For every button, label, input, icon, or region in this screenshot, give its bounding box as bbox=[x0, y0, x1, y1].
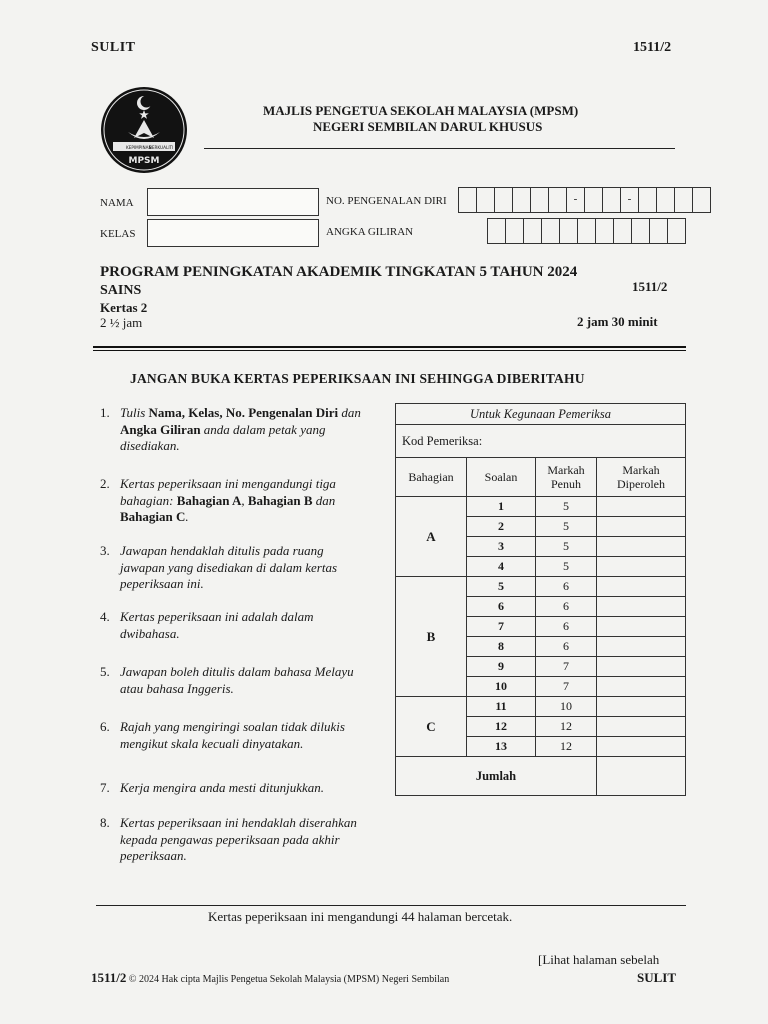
organization-line1: MAJLIS PENGETUA SEKOLAH MALAYSIA (MPSM) bbox=[263, 103, 579, 118]
marks-obtained-cell[interactable] bbox=[597, 557, 686, 577]
question-number: 4 bbox=[467, 557, 536, 577]
full-marks: 5 bbox=[536, 497, 597, 517]
ic-cell[interactable]: - bbox=[567, 188, 585, 212]
marks-obtained-cell[interactable] bbox=[597, 677, 686, 697]
full-marks: 5 bbox=[536, 557, 597, 577]
header-classification: SULIT bbox=[91, 40, 136, 55]
marks-obtained-cell[interactable] bbox=[597, 657, 686, 677]
angka-giliran-label: ANGKA GILIRAN bbox=[326, 226, 414, 238]
instruction-number: 4. bbox=[100, 609, 110, 624]
instruction-text: Rajah yang mengiringi soalan tidak dilukis mengikut skala kecuali dinyatakan. bbox=[120, 719, 345, 751]
ic-cell[interactable] bbox=[531, 188, 549, 212]
ic-cell[interactable] bbox=[585, 188, 603, 212]
instruction-number: 3. bbox=[100, 543, 110, 558]
total-marks-cell[interactable] bbox=[597, 757, 686, 796]
ic-cell[interactable] bbox=[477, 188, 495, 212]
instruction-text: Kerja mengira anda mesti ditunjukkan. bbox=[120, 780, 325, 795]
section-name: C bbox=[396, 697, 467, 757]
instruction-text: Jawapan hendaklah ditulis pada ruang jawapan yang disediakan di dalam kertas peperiksaan ini. bbox=[120, 543, 338, 591]
organization-line2: NEGERI SEMBILAN DARUL KHUSUS bbox=[313, 119, 543, 134]
angka-cell[interactable] bbox=[596, 219, 614, 243]
instruction-text: Kertas peperiksaan ini adalah dalam dwibahasa. bbox=[120, 609, 314, 641]
question-number: 2 bbox=[467, 517, 536, 537]
paper-code: 1511/2 bbox=[632, 279, 668, 294]
program-title: PROGRAM PENINGKATAN AKADEMIK TINGKATAN 5 TAHUN 2024 bbox=[100, 264, 578, 280]
angka-cell[interactable] bbox=[488, 219, 506, 243]
divider-thick bbox=[93, 346, 686, 348]
angka-cell[interactable] bbox=[524, 219, 542, 243]
question-number: 10 bbox=[467, 677, 536, 697]
instruction-text: Tulis Nama, Kelas, No. Pengenalan Diri dan Angka Giliran anda dalam petak yang disediakan. bbox=[120, 405, 361, 453]
marks-obtained-cell[interactable] bbox=[597, 517, 686, 537]
logo-ribbon-right: BERKUALITI bbox=[149, 145, 174, 150]
marks-obtained-cell[interactable] bbox=[597, 617, 686, 637]
instruction-number: 8. bbox=[100, 815, 110, 830]
nama-field[interactable] bbox=[147, 188, 319, 216]
ic-cell[interactable] bbox=[513, 188, 531, 212]
full-marks: 6 bbox=[536, 637, 597, 657]
full-marks: 6 bbox=[536, 577, 597, 597]
full-marks: 7 bbox=[536, 657, 597, 677]
question-number: 1 bbox=[467, 497, 536, 517]
instruction-number: 6. bbox=[100, 719, 110, 734]
footer-divider bbox=[96, 905, 686, 906]
marks-obtained-cell[interactable] bbox=[597, 597, 686, 617]
question-number: 8 bbox=[467, 637, 536, 657]
question-number: 6 bbox=[467, 597, 536, 617]
full-marks: 12 bbox=[536, 737, 597, 757]
divider bbox=[204, 148, 675, 149]
instruction-text: Jawapan boleh ditulis dalam bahasa Melayu atau bahasa Inggeris. bbox=[120, 664, 354, 696]
marks-obtained-cell[interactable] bbox=[597, 697, 686, 717]
marks-obtained-cell[interactable] bbox=[597, 637, 686, 657]
header-bahagian: Bahagian bbox=[396, 458, 467, 497]
ic-cell[interactable] bbox=[639, 188, 657, 212]
marks-obtained-cell[interactable] bbox=[597, 737, 686, 757]
header-markah-penuh: Markah Penuh bbox=[536, 458, 597, 497]
question-number: 5 bbox=[467, 577, 536, 597]
instruction-number: 7. bbox=[100, 780, 110, 795]
ic-cell[interactable] bbox=[693, 188, 710, 212]
nama-label: NAMA bbox=[100, 197, 134, 209]
ic-cell[interactable] bbox=[657, 188, 675, 212]
footer-code: 1511/2 bbox=[91, 970, 127, 985]
marks-obtained-cell[interactable] bbox=[597, 577, 686, 597]
marks-obtained-cell[interactable] bbox=[597, 537, 686, 557]
kelas-label: KELAS bbox=[100, 228, 136, 240]
full-marks: 12 bbox=[536, 717, 597, 737]
duration-short: 2 ½ jam bbox=[100, 315, 143, 330]
instruction-number: 1. bbox=[100, 405, 110, 420]
marks-obtained-cell[interactable] bbox=[597, 717, 686, 737]
angka-cell[interactable] bbox=[668, 219, 685, 243]
ic-number-field[interactable] bbox=[458, 187, 711, 213]
full-marks: 6 bbox=[536, 617, 597, 637]
copyright-text: © 2024 Hak cipta Majlis Pengetua Sekolah Malaysia (MPSM) Negeri Sembilan bbox=[128, 974, 450, 985]
question-number: 9 bbox=[467, 657, 536, 677]
next-page-note: [Lihat halaman sebelah bbox=[538, 952, 660, 967]
subject: SAINS bbox=[100, 283, 142, 298]
angka-cell[interactable] bbox=[650, 219, 668, 243]
instruction-text: Kertas peperiksaan ini hendaklah diserahkan kepada pengawas peperiksaan pada akhir peperiksaan. bbox=[120, 815, 357, 863]
full-marks: 7 bbox=[536, 677, 597, 697]
ic-cell[interactable] bbox=[495, 188, 513, 212]
table-row bbox=[396, 577, 686, 597]
footer-classification: SULIT bbox=[637, 970, 677, 985]
full-marks: 5 bbox=[536, 537, 597, 557]
kelas-field[interactable] bbox=[147, 219, 319, 247]
logo-text: MPSM bbox=[128, 156, 160, 166]
header-paper-code: 1511/2 bbox=[633, 40, 672, 55]
section-name: A bbox=[396, 497, 467, 577]
question-number: 11 bbox=[467, 697, 536, 717]
angka-cell[interactable] bbox=[578, 219, 596, 243]
mpsm-logo bbox=[100, 86, 188, 174]
ic-cell[interactable] bbox=[549, 188, 567, 212]
instruction-number: 2. bbox=[100, 476, 110, 491]
ic-cell[interactable] bbox=[459, 188, 477, 212]
header-markah-diperoleh: Markah Diperoleh bbox=[597, 458, 686, 497]
section-name: B bbox=[396, 577, 467, 697]
logo-ribbon-left: KEPIMPINAN bbox=[126, 145, 152, 150]
ic-label: NO. PENGENALAN DIRI bbox=[326, 195, 447, 207]
footer-copyright bbox=[91, 970, 449, 986]
angka-cell[interactable] bbox=[560, 219, 578, 243]
table-row bbox=[396, 697, 686, 717]
marks-obtained-cell[interactable] bbox=[597, 497, 686, 517]
total-label: Jumlah bbox=[396, 757, 597, 796]
paper-number: Kertas 2 bbox=[100, 300, 148, 315]
angka-giliran-field[interactable] bbox=[487, 218, 686, 244]
duration-long: 2 jam 30 minit bbox=[577, 314, 658, 329]
warning-text: JANGAN BUKA KERTAS PEPERIKSAAN INI SEHINGGA DIBERITAHU bbox=[130, 371, 585, 386]
full-marks: 5 bbox=[536, 517, 597, 537]
page-count: Kertas peperiksaan ini mengandungi 44 halaman bercetak. bbox=[208, 909, 513, 924]
examiner-table bbox=[395, 403, 686, 796]
angka-cell[interactable] bbox=[614, 219, 632, 243]
table-title: Untuk Kegunaan Pemeriksa bbox=[396, 404, 686, 425]
question-number: 12 bbox=[467, 717, 536, 737]
angka-cell[interactable] bbox=[632, 219, 650, 243]
instruction-text: Kertas peperiksaan ini mengandungi tiga bahagian: Bahagian A, Bahagian B dan Bahagian C. bbox=[120, 476, 336, 524]
angka-cell[interactable] bbox=[506, 219, 524, 243]
table-row bbox=[396, 497, 686, 517]
ic-cell[interactable]: - bbox=[621, 188, 639, 212]
divider-thin bbox=[93, 350, 686, 351]
kod-pemeriksa[interactable]: Kod Pemeriksa: bbox=[396, 425, 686, 458]
angka-cell[interactable] bbox=[542, 219, 560, 243]
header-soalan: Soalan bbox=[467, 458, 536, 497]
ic-cell[interactable] bbox=[675, 188, 693, 212]
question-number: 13 bbox=[467, 737, 536, 757]
instruction-number: 5. bbox=[100, 664, 110, 679]
full-marks: 6 bbox=[536, 597, 597, 617]
question-number: 7 bbox=[467, 617, 536, 637]
full-marks: 10 bbox=[536, 697, 597, 717]
total-row bbox=[396, 757, 686, 796]
question-number: 3 bbox=[467, 537, 536, 557]
ic-cell[interactable] bbox=[603, 188, 621, 212]
